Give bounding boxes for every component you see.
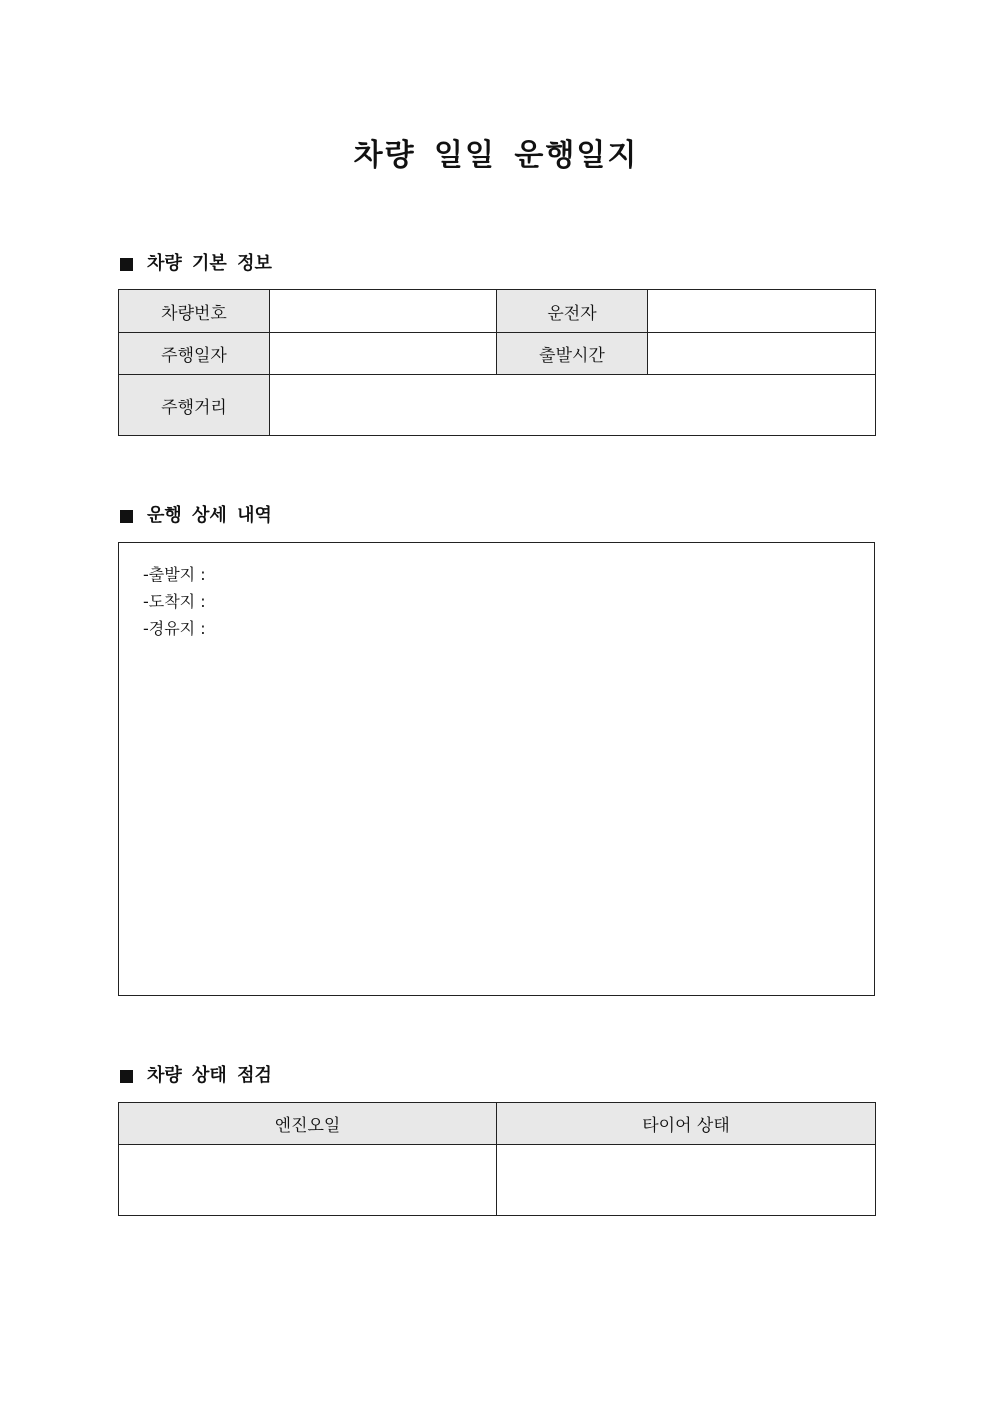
engine-oil-field[interactable] xyxy=(119,1145,497,1216)
destination-line: -도착지 : xyxy=(143,592,206,611)
driver-label: 운전자 xyxy=(497,290,648,333)
vehicle-number-label: 차량번호 xyxy=(119,290,270,333)
tire-status-field[interactable] xyxy=(497,1145,876,1216)
basic-info-heading xyxy=(118,251,272,277)
departure-time-label: 출발시간 xyxy=(497,333,648,375)
driving-distance-field[interactable] xyxy=(270,375,876,436)
basic-info-row-1 xyxy=(119,290,876,333)
inspection-header-row xyxy=(119,1103,876,1145)
details-box[interactable] xyxy=(118,542,875,996)
waypoint-line: -경유지 : xyxy=(143,619,206,638)
tire-status-label: 타이어 상태 xyxy=(497,1103,876,1145)
inspection-table xyxy=(118,1102,876,1216)
details-heading xyxy=(118,503,272,529)
vehicle-number-field[interactable] xyxy=(270,290,497,333)
black-square-icon xyxy=(120,510,133,523)
inspection-value-row xyxy=(119,1145,876,1216)
page-title: 차량 일일 운행일지 xyxy=(353,138,639,173)
driving-distance-label: 주행거리 xyxy=(119,375,270,436)
origin-line: -출발지 : xyxy=(143,565,206,584)
basic-info-table xyxy=(118,289,876,436)
black-square-icon xyxy=(120,258,133,271)
basic-info-heading-text: 차량 기본 정보 xyxy=(147,253,272,274)
driving-date-label: 주행일자 xyxy=(119,333,270,375)
details-lines xyxy=(143,561,206,642)
inspection-heading xyxy=(118,1063,272,1089)
black-square-icon xyxy=(120,1070,133,1083)
basic-info-row-2 xyxy=(119,333,876,375)
inspection-heading-text: 차량 상태 점검 xyxy=(147,1065,272,1086)
engine-oil-label: 엔진오일 xyxy=(119,1103,497,1145)
basic-info-row-3 xyxy=(119,375,876,436)
departure-time-field[interactable] xyxy=(648,333,876,375)
driving-date-field[interactable] xyxy=(270,333,497,375)
details-heading-text: 운행 상세 내역 xyxy=(147,505,272,526)
driver-field[interactable] xyxy=(648,290,876,333)
